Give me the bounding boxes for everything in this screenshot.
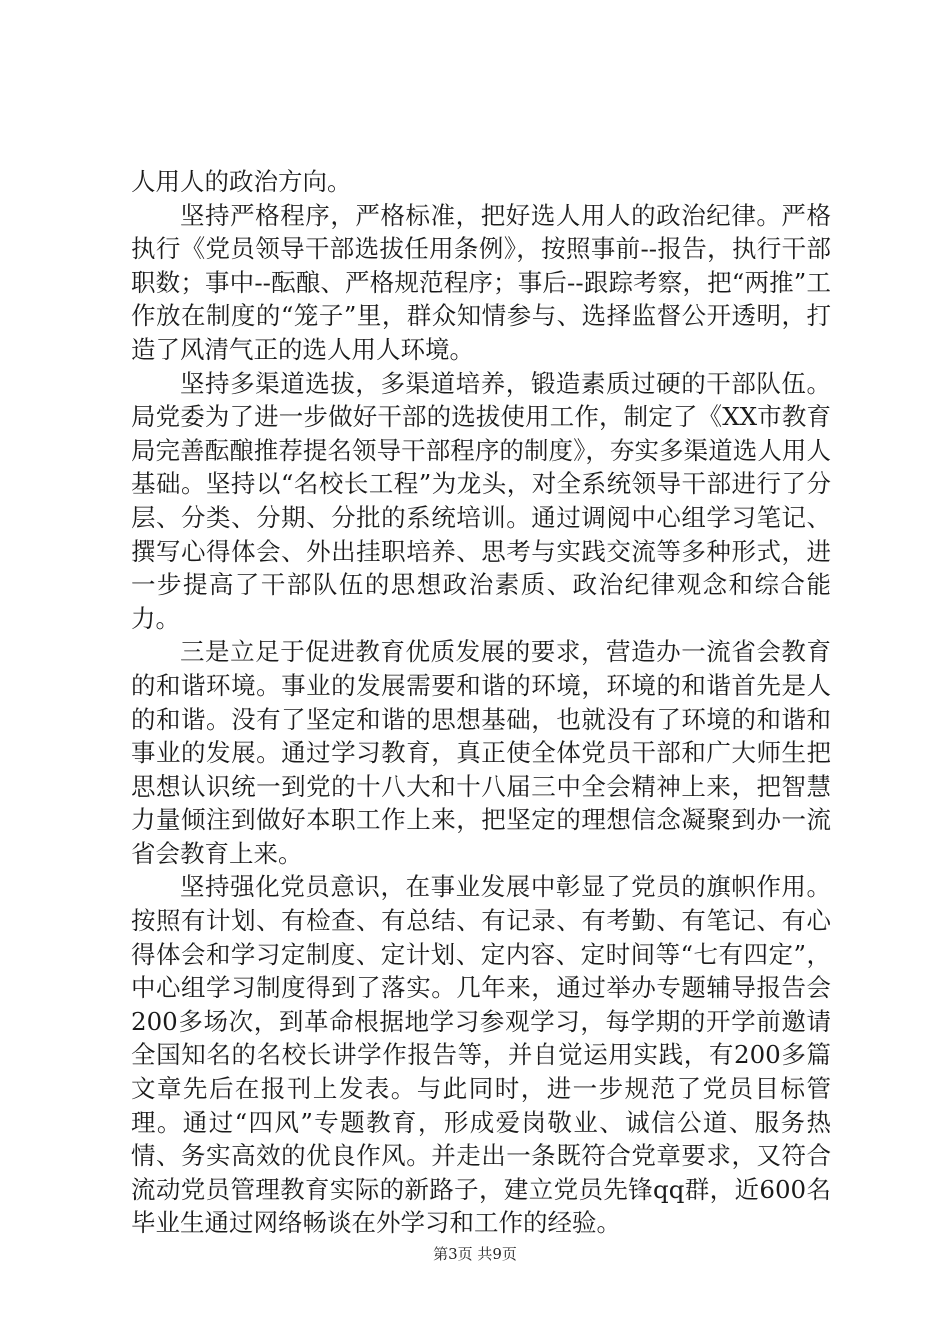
page-number-footer: 第3页 共9页 — [433, 1245, 517, 1263]
paragraph-harmonious-environment: 三是立足于促进教育优质发展的要求，营造办一流省会教育的和谐环境。事业的发展需要和谐的环境，环境的和谐首先是人的和谐。没有了坚定和谐的思想基础，也就没有了环境的和谐和事业的发展。通过学习教育，真正使全体党员干部和广大师生把思想认识统一到党的十八大和十八届三中全会精神上来，把智慧力量倾注到做好本职工作上来，把坚定的理想信念凝聚到办一流省会教育上来。 — [131, 637, 831, 868]
paragraph-party-member-awareness: 坚持强化党员意识，在事业发展中彰显了党员的旗帜作用。按照有计划、有检查、有总结、有记录、有考勤、有笔记、有心得体会和学习定制度、定计划、定内容、定时间等“七有四定”，中心组学习制度得到了落实。几年来，通过举办专题辅导报告会200多场次，到革命根据地学习参观学习，每学期的开学前邀请全国知名的名校长讲学作报告等，并自觉运用实践，有200多篇文章先后在报刊上发表。与此同时，进一步规范了党员目标管理。通过“四风”专题教育，形成爱岗敬业、诚信公道、服务热情、务实高效的优良作风。并走出一条既符合党章要求，又符合流动党员管理教育实际的新路子，建立党员先锋qq群，近600名毕业生通过网络畅谈在外学习和工作的经验。 — [131, 872, 831, 1238]
document-body — [131, 165, 831, 1240]
paragraph-continuation: 人用人的政治方向。 — [131, 167, 352, 196]
paragraph-selection-discipline: 坚持严格程序，严格标准，把好选人用人的政治纪律。严格执行《党员领导干部选拔任用条例》，按照事前--报告，执行干部职数；事中--酝酿、严格规范程序；事后--跟踪考察，把“两推”工作放在制度的“笼子”里，群众知情参与、选择监督公开透明，打造了风清气正的选人用人环境。 — [131, 200, 831, 364]
paragraph-multi-channel-selection: 坚持多渠道选拔，多渠道培养，锻造素质过硬的干部队伍。局党委为了进一步做好干部的选拔使用工作，制定了《XX市教育局完善酝酿推荐提名领导干部程序的制度》，夯实多渠道选人用人基础。坚持以“名校长工程”为龙头，对全系统领导干部进行了分层、分类、分期、分批的系统培训。通过调阅中心组学习笔记、撰写心得体会、外出挂职培养、思考与实践交流等多种形式，进一步提高了干部队伍的思想政治素质、政治纪律观念和综合能力。 — [131, 368, 831, 633]
